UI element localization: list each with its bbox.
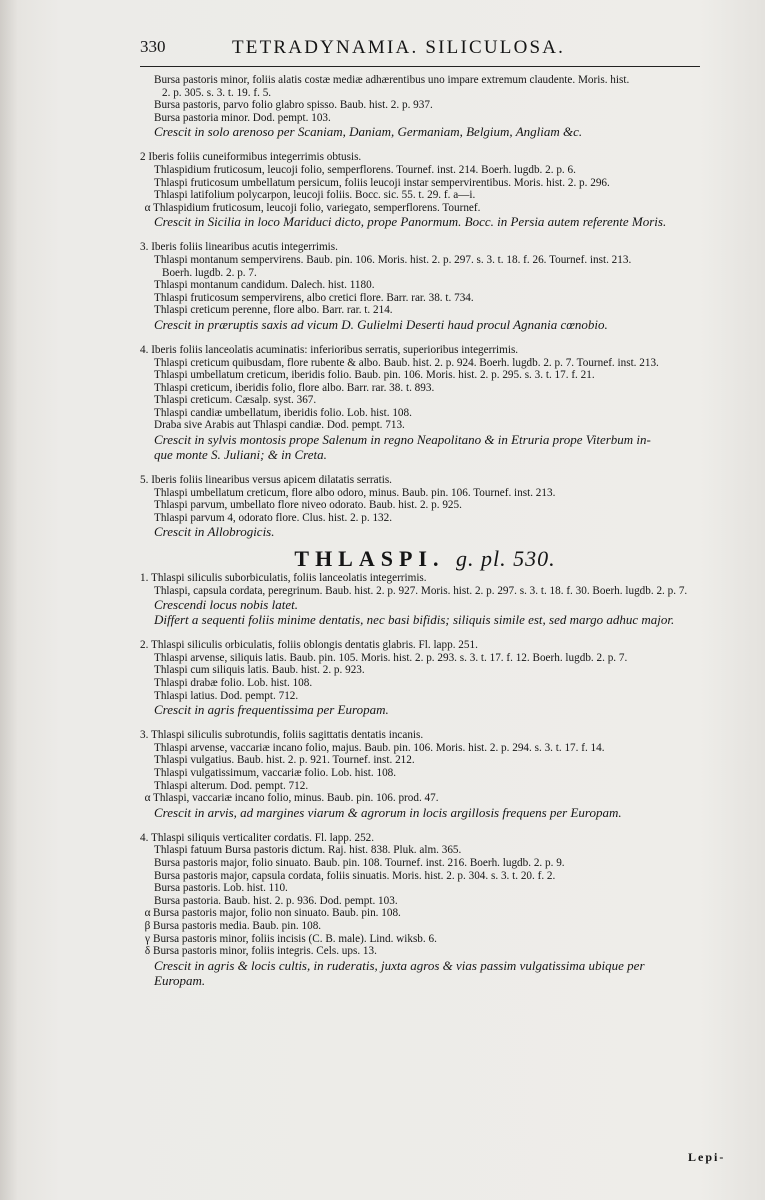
entry-line-text: Bursa pastoris major, folio non sinuato. Baub. pin. 108. <box>153 907 401 920</box>
entry-line-text: Thlaspi arvense, siliquis latis. Baub. pin. 105. Moris. hist. 2. p. 293. s. 3. t. 17. f. 12. Boerh. lugdb. 2. p. 7. <box>154 651 628 664</box>
entry-line-text: Thlaspi latifolium polycarpon, leucoji foliis. Bocc. sic. 55. t. 29. f. a—i. <box>154 189 476 202</box>
entry-line <box>140 407 710 420</box>
entry-line <box>140 164 710 177</box>
variety-marker: α <box>144 201 151 214</box>
entry-line <box>140 767 710 780</box>
entry-line-text: Bursa pastoris major, capsula cordata, foliis sinuatis. Moris. hist. 2. p. 304. s. 3. t. 20. f. 2. <box>154 869 556 882</box>
variety-marker: γ <box>145 932 150 945</box>
entry-line-text: Thlaspi montanum candidum. Dalech. hist. 1180. <box>154 279 375 292</box>
habitat-line: Crescit in agris frequentissima per Europam. <box>154 702 389 718</box>
entry-line <box>140 907 710 920</box>
entry-line-text: Bursa pastoria minor. Dod. pempt. 103. <box>154 111 331 124</box>
entry-line-text: Bursa pastoris minor, foliis alatis costæ mediæ adhærentibus uno impare extremum claudente. Moris. hist. <box>154 74 630 86</box>
entry-line-text: 5. Iberis foliis linearibus versus apicem dilatatis serratis. <box>140 474 392 487</box>
variety-marker: α <box>144 907 151 920</box>
thlaspi-entry <box>140 832 710 988</box>
entry-line-text: Thlaspi latius. Dod. pempt. 712. <box>154 689 299 702</box>
entry-line <box>140 112 710 125</box>
variety-marker: α <box>144 792 151 805</box>
habitat-line-cont: Europam. <box>154 972 206 988</box>
entry-line-text: Thlaspi vulgatius. Baub. hist. 2. p. 921. Tournef. inst. 212. <box>154 754 415 767</box>
genus-title: THLASPI. <box>294 546 445 572</box>
entry-line <box>140 792 710 805</box>
header-rule <box>140 66 700 67</box>
entry-line <box>140 512 710 525</box>
entry-line-text: Thlaspi candiæ umbellatum, iberidis folio. Lob. hist. 108. <box>154 406 412 419</box>
entry-line <box>140 652 710 665</box>
entry-line-text: 2. p. 305. s. 3. t. 19. f. 5. <box>162 86 272 99</box>
entry-line-text: Thlaspi fruticosum umbellatum persicum, foliis leucoji instar sempervirentibus. Moris. hist. 2. p. 296. <box>154 176 610 189</box>
entry-line <box>140 742 710 755</box>
entry-line-text: Thlaspi, capsula cordata, peregrinum. Baub. hist. 2. p. 927. Moris. hist. 2. p. 297. s. 3. t. 18. f. 30. Boerh. lugdb. 2. p. 7. <box>154 584 688 597</box>
entry-line-text: Draba sive Arabis aut Thlaspi candiæ. Dod. pempt. 713. <box>154 419 405 432</box>
entry-line-text: 2. Thlaspi siliculis orbiculatis, foliis oblongis dentatis glabris. Fl. lapp. 251. <box>140 639 478 652</box>
entry-line <box>140 267 710 280</box>
entry-line-text: Thlaspi vulgatissimum, vaccariæ folio. Lob. hist. 108. <box>154 766 397 779</box>
iberis-entry <box>140 474 710 539</box>
variety-marker: δ <box>144 945 151 958</box>
entry-line-text: Thlaspi drabæ folio. Lob. hist. 108. <box>154 677 313 689</box>
entry-line <box>140 729 710 742</box>
entry-line <box>140 369 710 382</box>
page-number: 330 <box>140 37 166 56</box>
entry-line-text: Boerh. lugdb. 2. p. 7. <box>162 266 257 279</box>
entry-line <box>140 945 710 958</box>
catchword: Lepi- <box>688 1150 726 1164</box>
entry-line-text: Thlaspi arvense, vaccariæ incano folio, majus. Baub. pin. 106. Moris. hist. 2. p. 294. s. 3. t. 17. f. 14. <box>154 741 605 754</box>
entry-line-text: Thlaspi cum siliquis latis. Baub. hist. 2. p. 923. <box>154 664 365 677</box>
entry-line <box>140 279 710 292</box>
entry-line-text: Bursa pastoris minor, foliis incisis (C. B. male). Lind. wiksb. 6. <box>153 932 437 945</box>
entry-line <box>140 780 710 793</box>
habitat-line-cont: Differt a sequenti foliis minime dentatis, nec basi bifidis; siliquis simile est, sed margo adhuc major. <box>154 612 675 628</box>
habitat-line: Crescendi locus nobis latet. <box>154 597 298 613</box>
entry-line <box>140 419 710 432</box>
thlaspi-entry <box>140 572 710 627</box>
entry-line-text: Thlaspi montanum sempervirens. Baub. pin. 106. Moris. hist. 2. p. 297. s. 3. t. 18. f. 26. Tournef. inst. 213. <box>154 253 632 266</box>
entry-line-text: Thlaspi umbellatum creticum, iberidis folio. Baub. pin. 106. Moris. hist. 2. p. 295. s. 3. t. 17. f. 21. <box>154 369 595 382</box>
entry-line <box>140 933 710 946</box>
page-body <box>140 74 710 988</box>
entry-line <box>140 151 710 164</box>
entry-line-text: 4. Iberis foliis lanceolatis acuminatis: inferioribus serratis, superioribus integerrimis. <box>140 343 519 356</box>
entry-line <box>140 74 710 87</box>
entry-line <box>140 677 710 690</box>
entry-line-text: Thlaspi creticum quibusdam, flore rubente & albo. Baub. hist. 2. p. 924. Boerh. lugdb. 2. p. 7. Tournef. inst. 213. <box>154 356 659 369</box>
variety-marker: β <box>144 919 151 932</box>
entry-line <box>140 189 710 202</box>
entry-line <box>140 474 710 487</box>
entry-line-text: Thlaspi umbellatum creticum, flore albo odoro, minus. Baub. pin. 106. Tournef. inst. 213. <box>154 486 556 499</box>
entry-line <box>140 499 710 512</box>
entry-line <box>140 754 710 767</box>
iberis-entry <box>140 241 710 332</box>
entry-line-text: 1. Thlaspi siliculis suborbiculatis, foliis lanceolatis integerrimis. <box>140 572 427 585</box>
entry-line <box>140 882 710 895</box>
entry-line-text: Bursa pastoria. Baub. hist. 2. p. 936. Dod. pempt. 103. <box>154 894 398 907</box>
entry-line <box>140 177 710 190</box>
entry-line <box>140 254 710 267</box>
running-title: TETRADYNAMIA. SILICULOSA. <box>232 37 566 58</box>
iberis-entry <box>140 344 710 462</box>
entry-line <box>140 99 710 112</box>
entry-line-text: Thlaspidium fruticosum, leucoji folio, semperflorens. Tournef. inst. 214. Boerh. lugdb. 2. p. 6. <box>154 163 576 176</box>
entry-line-text: Thlaspi, vaccariæ incano folio, minus. Baub. pin. 106. prod. 47. <box>153 792 439 805</box>
entry-line-text: Bursa pastoris media. Baub. pin. 108. <box>153 919 322 932</box>
entry-line-text: Thlaspi fatuum Bursa pastoris dictum. Raj. hist. 838. Pluk. alm. 365. <box>154 844 462 857</box>
entry-line <box>140 241 710 254</box>
entry-line <box>140 690 710 703</box>
habitat-line-cont: que monte S. Juliani; & in Creta. <box>154 447 327 463</box>
habitat-line: Crescit in præruptis saxis ad vicum D. Gulielmi Deserti haud procul Agnania cœnobio. <box>154 316 608 332</box>
entry-line <box>140 870 710 883</box>
genus-reference: g. pl. 530. <box>455 546 556 572</box>
entry-line <box>140 572 710 585</box>
habitat-line: Crescit in solo arenoso per Scaniam, Daniam, Germaniam, Belgium, Angliam &c. <box>154 124 583 140</box>
thlaspi-entry <box>140 639 710 717</box>
entry-line <box>140 832 710 845</box>
section-heading <box>140 546 710 572</box>
entry-line <box>140 844 710 857</box>
entry-line-text: Bursa pastoris minor, foliis integris. Cels. ups. 13. <box>153 945 377 958</box>
entry-line-text: Thlaspi parvum, umbellato flore niveo odorato. Baub. hist. 2. p. 925. <box>154 499 462 512</box>
entry-line-text: Thlaspi fruticosum sempervirens, albo cretici flore. Barr. rar. 38. t. 734. <box>154 291 474 304</box>
habitat-line: Crescit in arvis, ad margines viarum & agrorum in locis argillosis frequens per Europam. <box>154 804 622 820</box>
entry-line <box>140 857 710 870</box>
iberis-entry <box>140 74 710 139</box>
entry-line <box>140 585 710 598</box>
entry-line-text: Thlaspi creticum, iberidis folio, flore albo. Barr. rar. 38. t. 893. <box>154 381 435 394</box>
entry-line-text: 4. Thlaspi siliquis verticaliter cordatis. Fl. lapp. 252. <box>140 831 375 844</box>
entry-line-text: Bursa pastoris major, folio sinuato. Baub. pin. 108. Tournef. inst. 216. Boerh. lugdb. 2. p. 9. <box>154 856 565 869</box>
entry-line <box>140 202 710 215</box>
entry-line-text: Thlaspi creticum. Cæsalp. syst. 367. <box>154 394 317 407</box>
habitat-line: Crescit in Sicilia in loco Mariduci dicto, prope Panormum. Bocc. in Persia autem referente Moris. <box>154 214 667 230</box>
entry-line-text: Thlaspi alterum. Dod. pempt. 712. <box>154 779 309 792</box>
entry-line <box>140 895 710 908</box>
habitat-line: Crescit in agris & locis cultis, in ruderatis, juxta agros & vias passim vulgatissima ubique per <box>154 957 645 973</box>
entry-line <box>140 87 710 100</box>
entry-line-text: Thlaspi creticum perenne, flore albo. Barr. rar. t. 214. <box>154 304 393 317</box>
entry-line <box>140 304 710 317</box>
entry-line <box>140 394 710 407</box>
entry-line-text: Bursa pastoris, parvo folio glabro spisso. Baub. hist. 2. p. 937. <box>154 99 433 112</box>
entry-line <box>140 382 710 395</box>
habitat-line: Crescit in sylvis montosis prope Salenum in regno Neapolitano & in Etruria prope Viterbum in- <box>154 432 651 448</box>
entry-line <box>140 357 710 370</box>
entry-line <box>140 292 710 305</box>
habitat-line: Crescit in Allobrogicis. <box>154 524 275 540</box>
entry-line <box>140 639 710 652</box>
entry-line-text: Thlaspi parvum 4, odorato flore. Clus. hist. 2. p. 132. <box>154 511 393 524</box>
entry-line <box>140 487 710 500</box>
entry-line-text: 3. Iberis foliis linearibus acutis integerrimis. <box>140 241 338 254</box>
entry-line-text: 2 Iberis foliis cuneiformibus integerrimis obtusis. <box>140 151 362 164</box>
thlaspi-entry <box>140 729 710 820</box>
entry-line <box>140 344 710 357</box>
entry-line-text: Thlaspidium fruticosum, leucoji folio, variegato, semperflorens. Tournef. <box>153 201 481 214</box>
entry-line-text: Bursa pastoris. Lob. hist. 110. <box>154 882 288 895</box>
entry-line <box>140 920 710 933</box>
iberis-entry <box>140 151 710 229</box>
entry-line <box>140 664 710 677</box>
entry-line-text: 3. Thlaspi siliculis subrotundis, foliis sagittatis dentatis incanis. <box>140 729 424 742</box>
